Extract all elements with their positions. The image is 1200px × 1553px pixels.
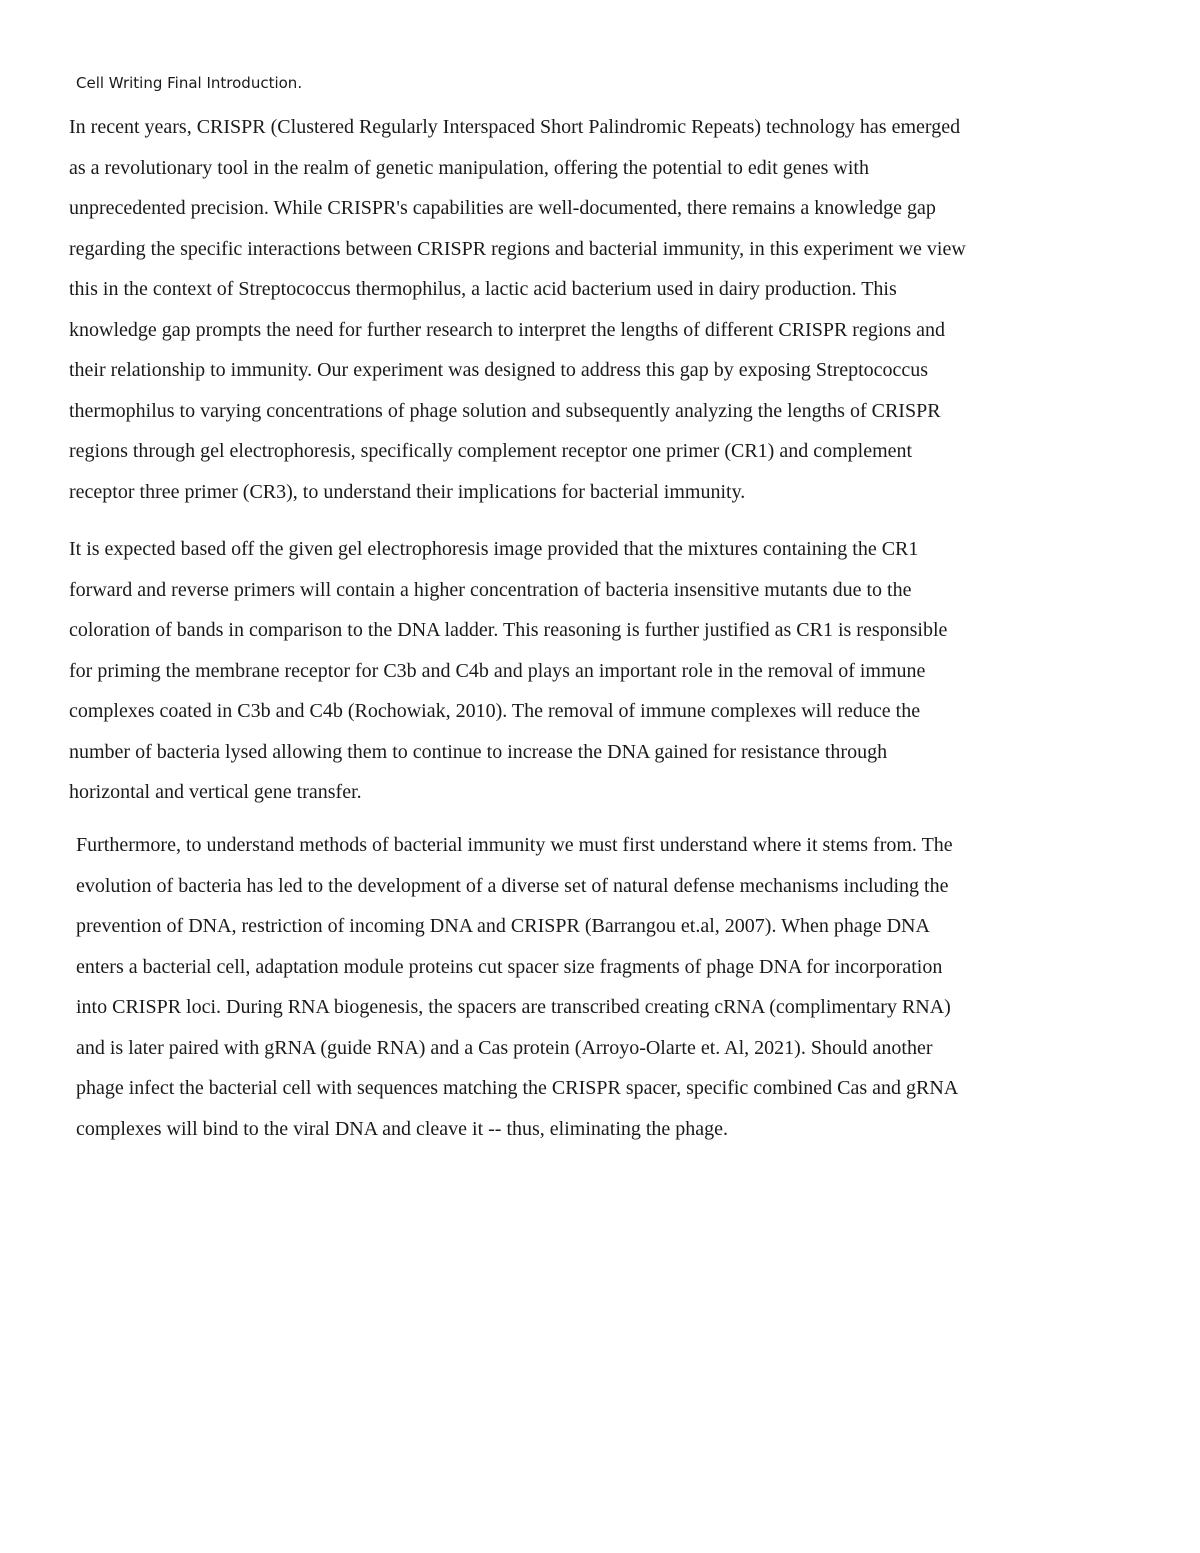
text-line: enters a bacterial cell, adaptation module proteins cut spacer size fragments of phage DNA for incorporation — [76, 955, 943, 978]
paragraph-crispr-introduction — [69, 107, 966, 512]
text-line: phage infect the bacterial cell with sequences matching the CRISPR spacer, specific combined Cas and gRNA — [76, 1077, 959, 1099]
text-line: In recent years, CRISPR (Clustered Regularly Interspaced Short Palindromic Repeats) technology has emerged — [69, 116, 961, 138]
text-line: complexes will bind to the viral DNA and cleave it -- thus, eliminating the phage. — [76, 1117, 729, 1140]
text-line: evolution of bacteria has led to the development of a diverse set of natural defense mechanisms including the — [76, 874, 949, 897]
text-line: complexes coated in C3b and C4b (Rochowiak, 2010). The removal of immune complexes will reduce the — [69, 700, 921, 722]
text-line: unprecedented precision. While CRISPR's capabilities are well-documented, there remains a knowledge gap — [69, 197, 936, 219]
text-line: forward and reverse primers will contain a higher concentration of bacteria insensitive mutants due to the — [69, 578, 912, 601]
text-line: coloration of bands in comparison to the DNA ladder. This reasoning is further justified as CR1 is responsible — [69, 619, 948, 641]
text-line: their relationship to immunity. Our experiment was designed to address this gap by exposing Streptococcus — [69, 359, 929, 381]
text-line: for priming the membrane receptor for C3b and C4b and plays an important role in the removal of immune — [69, 659, 926, 682]
text-line: as a revolutionary tool in the realm of genetic manipulation, offering the potential to edit genes with — [69, 156, 869, 179]
text-line: knowledge gap prompts the need for further research to interpret the lengths of different CRISPR regions and — [69, 318, 946, 341]
text-line: regarding the specific interactions between CRISPR regions and bacterial immunity, in this experiment we view — [69, 237, 966, 260]
text-line: It is expected based off the given gel electrophoresis image provided that the mixtures containing the CR1 — [69, 538, 919, 560]
text-line: number of bacteria lysed allowing them to continue to increase the DNA gained for resistance through — [69, 740, 888, 763]
text-line: this in the context of Streptococcus thermophilus, a lactic acid bacterium used in dairy production. This — [69, 278, 897, 300]
text-line: horizontal and vertical gene transfer. — [69, 781, 362, 803]
paragraph-expected-results — [69, 529, 947, 813]
text-line: receptor three primer (CR3), to understand their implications for bacterial immunity. — [69, 480, 746, 503]
text-line: prevention of DNA, restriction of incoming DNA and CRISPR (Barrangou et.al, 2007). When phage DNA — [76, 915, 930, 937]
paragraph-bacterial-immunity — [76, 825, 958, 1149]
text-line: Furthermore, to understand methods of bacterial immunity we must first understand where it stems from. The — [76, 834, 953, 856]
text-line: and is later paired with gRNA (guide RNA) and a Cas protein (Arroyo-Olarte et. Al, 2021). Should another — [76, 1036, 933, 1059]
document-title: Cell Writing Final Introduction. — [76, 74, 303, 92]
text-line: regions through gel electrophoresis, specifically complement receptor one primer (CR1) and complement — [69, 440, 913, 462]
text-line: thermophilus to varying concentrations of phage solution and subsequently analyzing the lengths of CRISPR — [69, 399, 941, 422]
text-line: into CRISPR loci. During RNA biogenesis, the spacers are transcribed creating cRNA (complimentary RNA) — [76, 996, 951, 1018]
